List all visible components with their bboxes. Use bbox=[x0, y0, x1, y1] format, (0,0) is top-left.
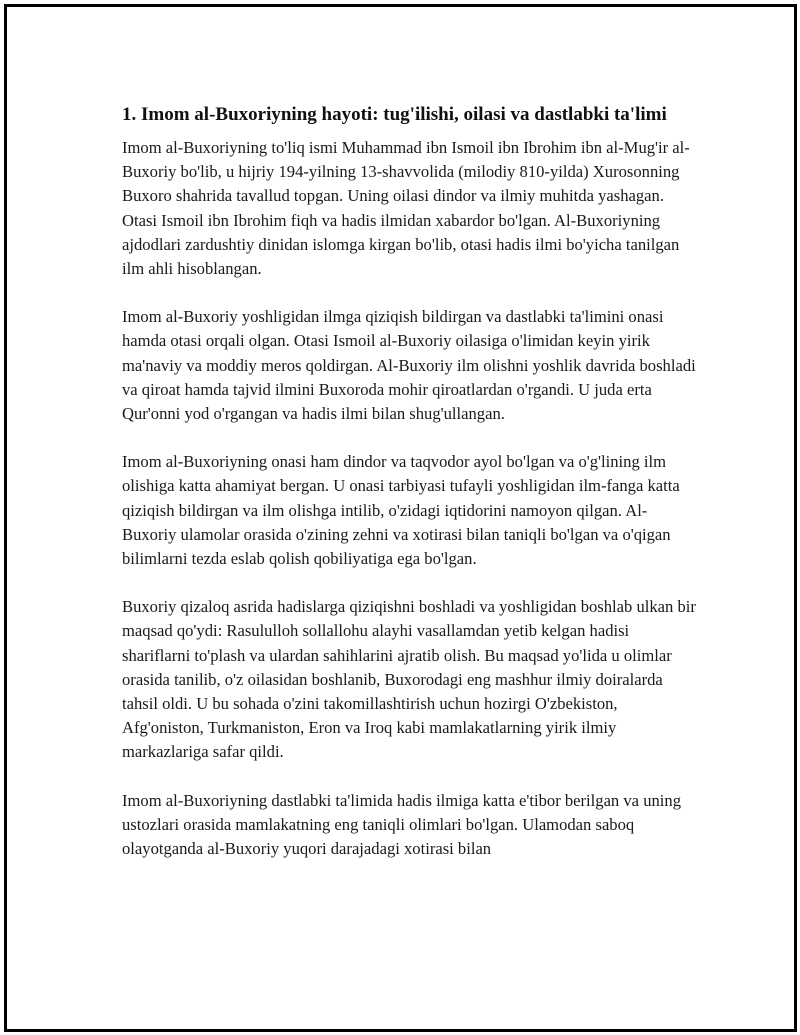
paragraph-2: Imom al-Buxoriy yoshligidan ilmga qiziqish bildirgan va dastlabki ta'limini onasi hamda otasi orqali olgan. Otasi Ismoil al-Buxoriy oilasiga o'limidan keyin yirik ma'naviy va moddiy meros qoldirgan. Al-Buxoriy ilm olishni yoshlik davrida boshladi va qiroat hamda tajvid ilmini Buxoroda mohir qiroatlardan o'rgandi. U juda erta Qur'onni yod o'rgangan va hadis ilmi bilan shug'ullangan. bbox=[122, 307, 696, 424]
paragraph-1: Imom al-Buxoriyning to'liq ismi Muhammad ibn Ismoil ibn Ibrohim ibn al-Mug'ir al-Buxoriy bo'lib, u hijriy 194-yilning 13-shavvolida (milodiy 810-yilda) Xurosonning Buxoro shahrida tavallud topgan. Uning oilasi dindor va ilmiy muhitda yashagan. Otasi Ismoil ibn Ibrohim fiqh va hadis ilmidan xabardor bo'lgan. Al-Buxoriyning ajdodlari zardushtiy dinidan islomga kirgan bo'lib, otasi hadis ilmi bo'yicha tanilgan ilm ahli hisoblangan. bbox=[122, 138, 690, 279]
paragraph-3: Imom al-Buxoriyning onasi ham dindor va taqvodor ayol bo'lgan va o'g'lining ilm olishiga katta ahamiyat bergan. U onasi tarbiyasi tufayli yoshligidan ilm-fanga katta qiziqish bildirgan va ilm olishga intilib, o'zidagi iqtidorini namoyon qilgan. Al-Buxoriy ulamolar orasida o'zining zehni va xotirasi bilan taniqli bo'lgan va o'qigan bilimlarni tezda eslab qolish qobiliyatiga ega bo'lgan. bbox=[122, 452, 680, 569]
paragraph-5: Imom al-Buxoriyning dastlabki ta'limida hadis ilmiga katta e'tibor berilgan va uning ustozlari orasida mamlakatning eng taniqli olimlari bo'lgan. Ulamodan saboq olayotganda al-Buxoriy yuqori darajadagi xotirasi bilan bbox=[122, 790, 681, 859]
section-heading: 1. Imom al-Buxoriyning hayoti: tug'ilishi, oilasi va dastlabki ta'limi bbox=[122, 104, 667, 125]
document-body bbox=[122, 101, 697, 885]
paragraph-4: Buxoriy qizaloq asrida hadislarga qiziqishni boshladi va yoshligidan boshlab ulkan bir maqsad qo'ydi: Rasululloh sollallohu alayhi vasallamdan yetib kelgan hadisi shariflarni to'plash va ulardan sahihlarini ajratib olish. Bu maqsad yo'lida u olimlar orasida tanilib, o'z oilasidan boshlanib, Buxorodagi eng mashhur ilmiy doiralarda tahsil oldi. U bu sohada o'zini takomillashtirish uchun hozirgi O'zbekiston, Afg'oniston, Turkmaniston, Eron va Iroq kabi mamlakatlarning yirik ilmiy markazlariga safar qildi. bbox=[122, 597, 696, 762]
page-frame bbox=[4, 4, 797, 1032]
